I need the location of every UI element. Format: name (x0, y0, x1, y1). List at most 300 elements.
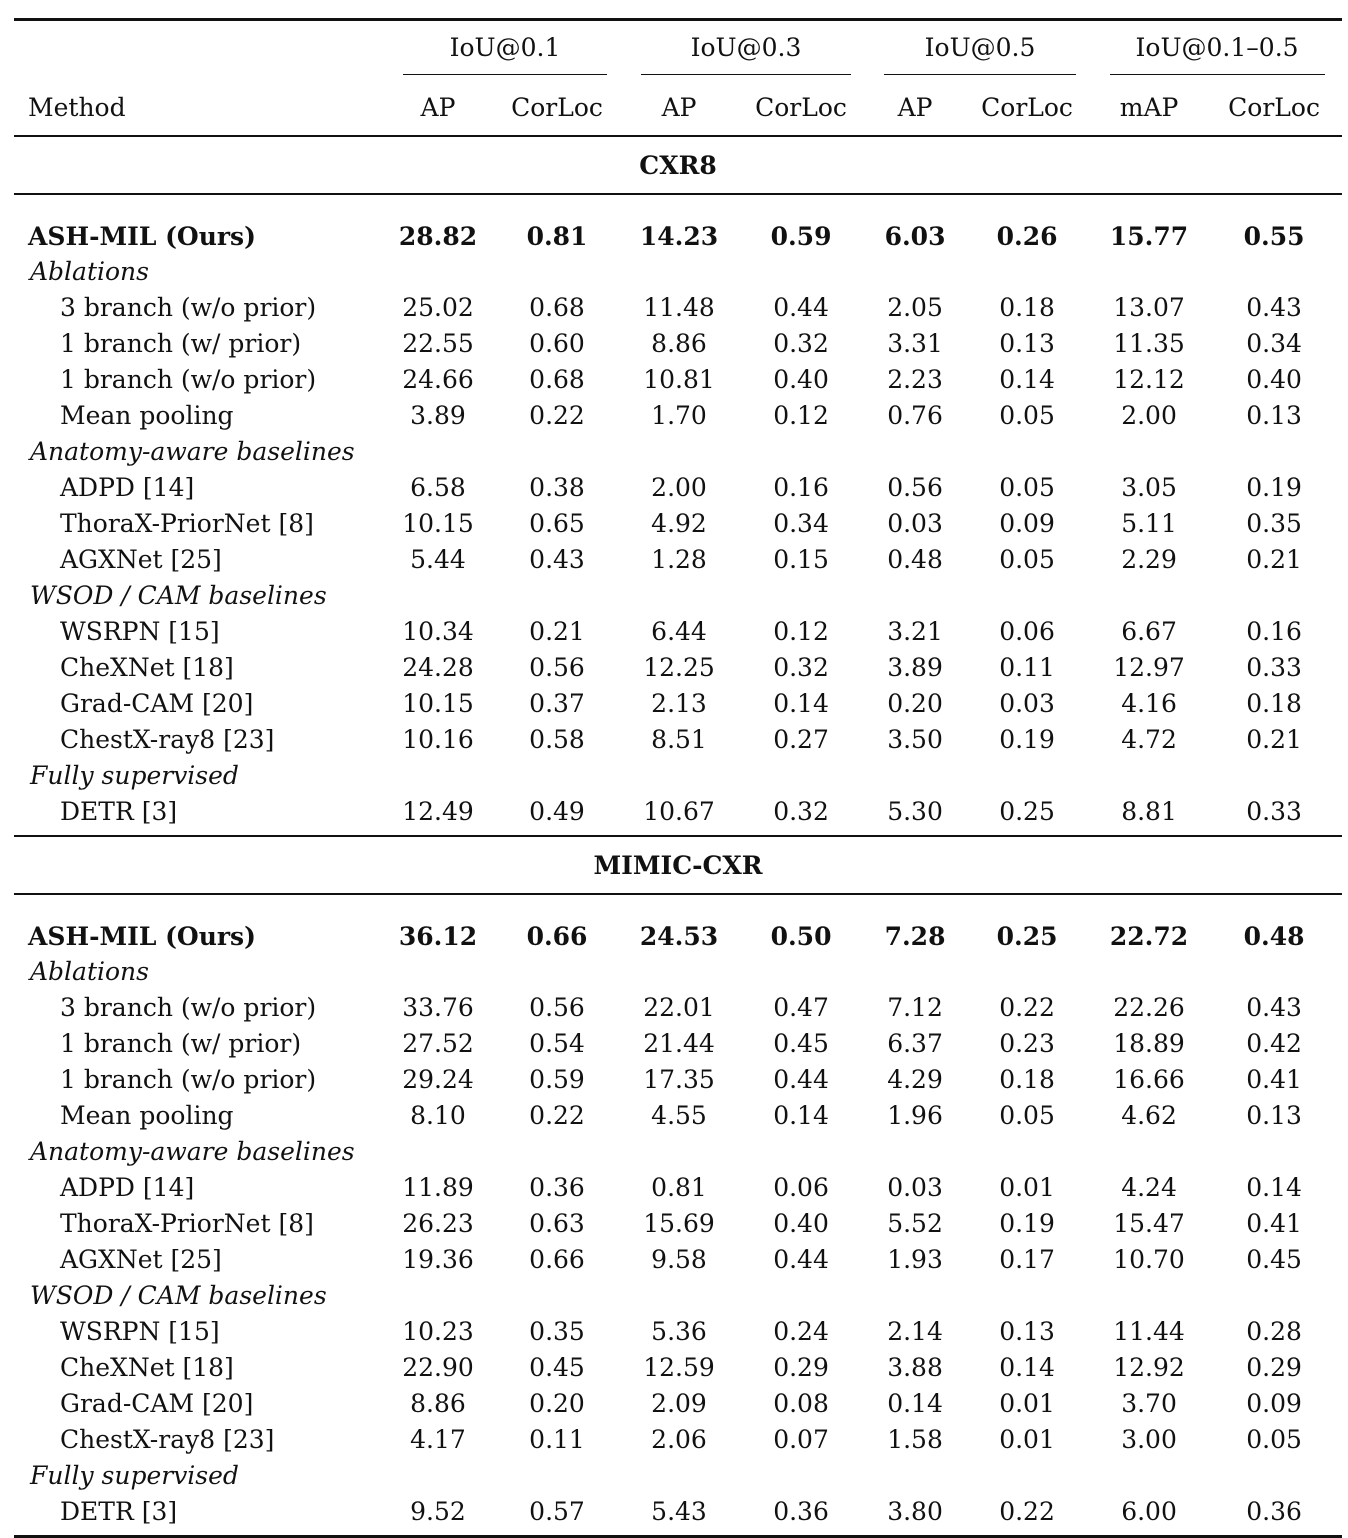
value-cell: 3.00 (1121, 1424, 1177, 1454)
table-row (14, 1061, 1342, 1097)
value-cell: 5.30 (887, 796, 943, 826)
value-cell: 0.48 (887, 544, 943, 574)
value-cell: 0.03 (887, 1172, 943, 1202)
value-cell: 2.13 (651, 688, 707, 718)
value-cell: 0.22 (999, 992, 1055, 1022)
value-cell: 0.34 (773, 508, 829, 538)
value-cell: 0.23 (999, 1028, 1055, 1058)
value-cell: 0.22 (999, 1496, 1055, 1526)
value-cell: 0.44 (773, 1244, 829, 1274)
header-group-iou-05 (868, 20, 1092, 80)
value-cell: 0.59 (529, 1064, 585, 1094)
header-subcol: CorLoc (511, 92, 603, 122)
value-cell: 0.19 (999, 724, 1055, 754)
method-cell: ADPD [14] (60, 1172, 195, 1202)
header-group-iou-03 (624, 20, 868, 80)
category-label: Anatomy-aware baselines (30, 1136, 355, 1166)
table-row (14, 1097, 1342, 1133)
method-cell: CheXNet [18] (60, 1352, 234, 1382)
value-cell: 0.54 (529, 1028, 585, 1058)
value-cell: 0.14 (773, 688, 829, 718)
value-cell: 0.29 (773, 1352, 829, 1382)
value-cell: 0.81 (651, 1172, 707, 1202)
results-table (14, 18, 1342, 1538)
value-cell: 24.53 (639, 922, 719, 951)
table-row-ours (14, 894, 1342, 953)
value-cell: 4.16 (1121, 688, 1177, 718)
method-cell: Mean pooling (60, 1100, 234, 1130)
value-cell: 7.28 (884, 922, 946, 951)
value-cell: 2.00 (651, 472, 707, 502)
method-cell: 1 branch (w/o prior) (60, 364, 317, 394)
value-cell: 2.23 (887, 364, 943, 394)
table-row (14, 1493, 1342, 1537)
value-cell: 0.20 (529, 1388, 585, 1418)
value-cell: 0.18 (999, 292, 1055, 322)
value-cell: 8.86 (651, 328, 707, 358)
value-cell: 3.21 (887, 616, 943, 646)
category-label: Anatomy-aware baselines (30, 436, 355, 466)
value-cell: 3.50 (887, 724, 943, 754)
value-cell: 0.05 (999, 400, 1055, 430)
value-cell: 4.72 (1121, 724, 1177, 754)
value-cell: 0.40 (1246, 364, 1302, 394)
value-cell: 4.62 (1121, 1100, 1177, 1130)
value-cell: 0.47 (773, 992, 829, 1022)
table-row (14, 1025, 1342, 1061)
value-cell: 12.49 (402, 796, 474, 826)
value-cell: 0.25 (999, 796, 1055, 826)
header-subcol: AP (420, 92, 456, 122)
value-cell: 21.44 (643, 1028, 715, 1058)
value-cell: 0.44 (773, 1064, 829, 1094)
category-label: WSOD / CAM baselines (30, 1280, 327, 1310)
category-row (14, 1133, 1342, 1169)
table-row (14, 361, 1342, 397)
value-cell: 10.34 (402, 616, 474, 646)
value-cell: 0.33 (1246, 796, 1302, 826)
value-cell: 29.24 (402, 1064, 474, 1094)
method-cell: ADPD [14] (60, 472, 195, 502)
value-cell: 3.89 (887, 652, 943, 682)
value-cell: 0.40 (773, 364, 829, 394)
value-cell: 5.43 (651, 1496, 707, 1526)
table-row (14, 541, 1342, 577)
value-cell: 0.12 (773, 616, 829, 646)
value-cell: 0.20 (887, 688, 943, 718)
table-row (14, 397, 1342, 433)
table-row (14, 1421, 1342, 1457)
value-cell: 0.66 (529, 1244, 585, 1274)
value-cell: 8.51 (651, 724, 707, 754)
value-cell: 10.67 (643, 796, 715, 826)
category-label: WSOD / CAM baselines (30, 580, 327, 610)
category-row (14, 433, 1342, 469)
value-cell: 1.28 (651, 544, 707, 574)
header-empty-cell (14, 20, 386, 80)
value-cell: 0.42 (1246, 1028, 1302, 1058)
value-cell: 1.93 (887, 1244, 943, 1274)
value-cell: 0.21 (1246, 544, 1302, 574)
value-cell: 15.77 (1109, 222, 1189, 251)
category-label: Ablations (30, 256, 149, 286)
method-cell: 3 branch (w/o prior) (60, 292, 317, 322)
value-cell: 22.72 (1109, 922, 1189, 951)
value-cell: 15.47 (1113, 1208, 1185, 1238)
value-cell: 0.19 (1246, 472, 1302, 502)
value-cell: 1.96 (887, 1100, 943, 1130)
value-cell: 13.07 (1113, 292, 1185, 322)
value-cell: 11.48 (643, 292, 715, 322)
value-cell: 3.05 (1121, 472, 1177, 502)
value-cell: 10.70 (1113, 1244, 1185, 1274)
value-cell: 0.36 (1246, 1496, 1302, 1526)
value-cell: 11.35 (1113, 328, 1185, 358)
value-cell: 2.09 (651, 1388, 707, 1418)
value-cell: 4.29 (887, 1064, 943, 1094)
value-cell: 0.22 (529, 400, 585, 430)
table-row (14, 989, 1342, 1025)
value-cell: 0.11 (529, 1424, 585, 1454)
method-cell: ChestX-ray8 [23] (60, 1424, 275, 1454)
value-cell: 0.12 (773, 400, 829, 430)
category-row (14, 953, 1342, 989)
value-cell: 0.44 (773, 292, 829, 322)
value-cell: 0.32 (773, 328, 829, 358)
category-label: Fully supervised (30, 760, 239, 790)
value-cell: 3.80 (887, 1496, 943, 1526)
value-cell: 0.76 (887, 400, 943, 430)
value-cell: 2.00 (1121, 400, 1177, 430)
value-cell: 0.45 (529, 1352, 585, 1382)
value-cell: 24.28 (402, 652, 474, 682)
value-cell: 0.43 (1246, 292, 1302, 322)
value-cell: 2.06 (651, 1424, 707, 1454)
header-subcolumn-row (14, 79, 1342, 136)
value-cell: 0.56 (529, 652, 585, 682)
method-cell: 3 branch (w/o prior) (60, 992, 317, 1022)
header-subcol: mAP (1119, 92, 1179, 122)
value-cell: 9.52 (410, 1496, 466, 1526)
table-row (14, 469, 1342, 505)
value-cell: 0.55 (1243, 222, 1305, 251)
value-cell: 0.32 (773, 652, 829, 682)
value-cell: 7.12 (887, 992, 943, 1022)
header-subcol: CorLoc (755, 92, 847, 122)
method-cell: 1 branch (w/ prior) (60, 328, 302, 358)
value-cell: 6.03 (884, 222, 946, 251)
value-cell: 0.33 (1246, 652, 1302, 682)
value-cell: 27.52 (402, 1028, 474, 1058)
value-cell: 11.89 (402, 1172, 474, 1202)
value-cell: 0.25 (996, 922, 1058, 951)
method-cell: AGXNet [25] (60, 1244, 222, 1274)
value-cell: 10.15 (402, 688, 474, 718)
value-cell: 36.12 (398, 922, 478, 951)
value-cell: 0.22 (529, 1100, 585, 1130)
value-cell: 9.58 (651, 1244, 707, 1274)
value-cell: 0.40 (773, 1208, 829, 1238)
value-cell: 0.17 (999, 1244, 1055, 1274)
value-cell: 3.31 (887, 328, 943, 358)
value-cell: 0.13 (999, 328, 1055, 358)
value-cell: 17.35 (643, 1064, 715, 1094)
section-header-row (14, 836, 1342, 894)
value-cell: 0.01 (999, 1388, 1055, 1418)
value-cell: 0.60 (529, 328, 585, 358)
value-cell: 28.82 (398, 222, 478, 251)
value-cell: 12.97 (1113, 652, 1185, 682)
category-row (14, 253, 1342, 289)
value-cell: 0.29 (1246, 1352, 1302, 1382)
value-cell: 3.70 (1121, 1388, 1177, 1418)
value-cell: 22.90 (402, 1352, 474, 1382)
method-cell: WSRPN [15] (60, 1316, 220, 1346)
category-label: Fully supervised (30, 1460, 239, 1490)
value-cell: 4.92 (651, 508, 707, 538)
value-cell: 0.16 (773, 472, 829, 502)
value-cell: 0.36 (773, 1496, 829, 1526)
value-cell: 0.56 (529, 992, 585, 1022)
section-title: CXR8 (639, 150, 717, 180)
value-cell: 0.32 (773, 796, 829, 826)
value-cell: 3.88 (887, 1352, 943, 1382)
method-cell: ChestX-ray8 [23] (60, 724, 275, 754)
value-cell: 0.08 (773, 1388, 829, 1418)
value-cell: 0.35 (529, 1316, 585, 1346)
value-cell: 6.67 (1121, 616, 1177, 646)
value-cell: 0.21 (1246, 724, 1302, 754)
table-row (14, 289, 1342, 325)
value-cell: 0.57 (529, 1496, 585, 1526)
category-row (14, 1457, 1342, 1493)
value-cell: 0.16 (1246, 616, 1302, 646)
table-row (14, 325, 1342, 361)
value-cell: 0.14 (887, 1388, 943, 1418)
value-cell: 22.55 (402, 328, 474, 358)
method-cell: ThoraX-PriorNet [8] (60, 508, 314, 538)
value-cell: 0.21 (529, 616, 585, 646)
value-cell: 0.14 (999, 1352, 1055, 1382)
value-cell: 11.44 (1113, 1316, 1185, 1346)
table-row (14, 1169, 1342, 1205)
value-cell: 8.81 (1121, 796, 1177, 826)
value-cell: 4.55 (651, 1100, 707, 1130)
category-label: Ablations (30, 956, 149, 986)
value-cell: 26.23 (402, 1208, 474, 1238)
value-cell: 0.43 (529, 544, 585, 574)
value-cell: 0.63 (529, 1208, 585, 1238)
value-cell: 0.27 (773, 724, 829, 754)
value-cell: 0.05 (999, 1100, 1055, 1130)
value-cell: 4.24 (1121, 1172, 1177, 1202)
method-cell: ThoraX-PriorNet [8] (60, 1208, 314, 1238)
header-group-label: IoU@0.1 (403, 25, 608, 75)
header-subcol: AP (661, 92, 697, 122)
value-cell: 14.23 (639, 222, 719, 251)
value-cell: 0.05 (999, 472, 1055, 502)
value-cell: 5.11 (1121, 508, 1177, 538)
table-header (14, 20, 1342, 137)
header-subcol: CorLoc (1228, 92, 1320, 122)
value-cell: 0.24 (773, 1316, 829, 1346)
value-cell: 6.58 (410, 472, 466, 502)
value-cell: 2.14 (887, 1316, 943, 1346)
section-title: MIMIC-CXR (593, 850, 763, 880)
value-cell: 12.92 (1113, 1352, 1185, 1382)
value-cell: 5.44 (410, 544, 466, 574)
value-cell: 15.69 (643, 1208, 715, 1238)
value-cell: 0.43 (1246, 992, 1302, 1022)
value-cell: 0.13 (1246, 400, 1302, 430)
value-cell: 12.59 (643, 1352, 715, 1382)
value-cell: 0.48 (1243, 922, 1305, 951)
table-body (14, 136, 1342, 1537)
value-cell: 0.05 (999, 544, 1055, 574)
results-table-container (14, 18, 1342, 1538)
table-row (14, 721, 1342, 757)
method-cell: ASH-MIL (Ours) (28, 222, 256, 251)
value-cell: 0.66 (526, 922, 588, 951)
value-cell: 0.45 (1246, 1244, 1302, 1274)
table-row (14, 1313, 1342, 1349)
value-cell: 0.68 (529, 364, 585, 394)
table-row (14, 685, 1342, 721)
value-cell: 0.41 (1246, 1064, 1302, 1094)
value-cell: 0.38 (529, 472, 585, 502)
table-row (14, 613, 1342, 649)
value-cell: 0.28 (1246, 1316, 1302, 1346)
value-cell: 0.13 (1246, 1100, 1302, 1130)
value-cell: 0.50 (770, 922, 832, 951)
value-cell: 2.29 (1121, 544, 1177, 574)
value-cell: 8.86 (410, 1388, 466, 1418)
method-cell: Grad-CAM [20] (60, 688, 254, 718)
header-group-label: IoU@0.5 (884, 25, 1077, 75)
value-cell: 0.18 (999, 1064, 1055, 1094)
method-cell: ASH-MIL (Ours) (28, 922, 256, 951)
value-cell: 0.41 (1246, 1208, 1302, 1238)
table-row (14, 505, 1342, 541)
method-cell: DETR [3] (60, 796, 178, 826)
value-cell: 10.23 (402, 1316, 474, 1346)
value-cell: 6.00 (1121, 1496, 1177, 1526)
table-row (14, 1241, 1342, 1277)
value-cell: 0.34 (1246, 328, 1302, 358)
header-group-iou-01 (386, 20, 624, 80)
value-cell: 0.07 (773, 1424, 829, 1454)
value-cell: 1.58 (887, 1424, 943, 1454)
value-cell: 0.26 (996, 222, 1058, 251)
table-row (14, 1205, 1342, 1241)
table-row (14, 1385, 1342, 1421)
value-cell: 0.01 (999, 1172, 1055, 1202)
value-cell: 5.52 (887, 1208, 943, 1238)
method-cell: Mean pooling (60, 400, 234, 430)
value-cell: 0.49 (529, 796, 585, 826)
value-cell: 12.12 (1113, 364, 1185, 394)
value-cell: 0.09 (999, 508, 1055, 538)
method-cell: CheXNet [18] (60, 652, 234, 682)
header-subcol: CorLoc (981, 92, 1073, 122)
value-cell: 0.14 (773, 1100, 829, 1130)
value-cell: 1.70 (651, 400, 707, 430)
value-cell: 0.45 (773, 1028, 829, 1058)
header-subcol: AP (897, 92, 933, 122)
value-cell: 0.56 (887, 472, 943, 502)
value-cell: 0.15 (773, 544, 829, 574)
header-method: Method (28, 92, 126, 122)
category-row (14, 577, 1342, 613)
method-cell: AGXNet [25] (60, 544, 222, 574)
value-cell: 0.03 (887, 508, 943, 538)
value-cell: 22.26 (1113, 992, 1185, 1022)
value-cell: 19.36 (402, 1244, 474, 1274)
header-group-label: IoU@0.3 (641, 25, 851, 75)
value-cell: 6.44 (651, 616, 707, 646)
value-cell: 0.01 (999, 1424, 1055, 1454)
value-cell: 10.81 (643, 364, 715, 394)
value-cell: 33.76 (402, 992, 474, 1022)
table-row (14, 793, 1342, 836)
value-cell: 3.89 (410, 400, 466, 430)
value-cell: 25.02 (402, 292, 474, 322)
header-group-iou-range (1092, 20, 1342, 80)
method-cell: DETR [3] (60, 1496, 178, 1526)
value-cell: 2.05 (887, 292, 943, 322)
value-cell: 0.09 (1246, 1388, 1302, 1418)
table-row-ours (14, 194, 1342, 253)
value-cell: 0.19 (999, 1208, 1055, 1238)
value-cell: 0.59 (770, 222, 832, 251)
method-cell: 1 branch (w/ prior) (60, 1028, 302, 1058)
value-cell: 4.17 (410, 1424, 466, 1454)
value-cell: 0.05 (1246, 1424, 1302, 1454)
value-cell: 0.14 (999, 364, 1055, 394)
method-cell: WSRPN [15] (60, 616, 220, 646)
value-cell: 12.25 (643, 652, 715, 682)
table-row (14, 1349, 1342, 1385)
value-cell: 18.89 (1113, 1028, 1185, 1058)
value-cell: 10.15 (402, 508, 474, 538)
category-row (14, 1277, 1342, 1313)
value-cell: 0.35 (1246, 508, 1302, 538)
value-cell: 0.06 (773, 1172, 829, 1202)
value-cell: 16.66 (1113, 1064, 1185, 1094)
value-cell: 0.36 (529, 1172, 585, 1202)
value-cell: 0.06 (999, 616, 1055, 646)
value-cell: 5.36 (651, 1316, 707, 1346)
value-cell: 24.66 (402, 364, 474, 394)
value-cell: 0.81 (526, 222, 588, 251)
value-cell: 0.58 (529, 724, 585, 754)
header-group-label: IoU@0.1–0.5 (1110, 25, 1325, 75)
table-row (14, 649, 1342, 685)
value-cell: 0.68 (529, 292, 585, 322)
value-cell: 0.14 (1246, 1172, 1302, 1202)
value-cell: 0.18 (1246, 688, 1302, 718)
section-header-row (14, 136, 1342, 194)
value-cell: 0.37 (529, 688, 585, 718)
value-cell: 0.13 (999, 1316, 1055, 1346)
value-cell: 8.10 (410, 1100, 466, 1130)
value-cell: 10.16 (402, 724, 474, 754)
method-cell: 1 branch (w/o prior) (60, 1064, 317, 1094)
value-cell: 6.37 (887, 1028, 943, 1058)
value-cell: 22.01 (643, 992, 715, 1022)
value-cell: 0.65 (529, 508, 585, 538)
value-cell: 0.11 (999, 652, 1055, 682)
